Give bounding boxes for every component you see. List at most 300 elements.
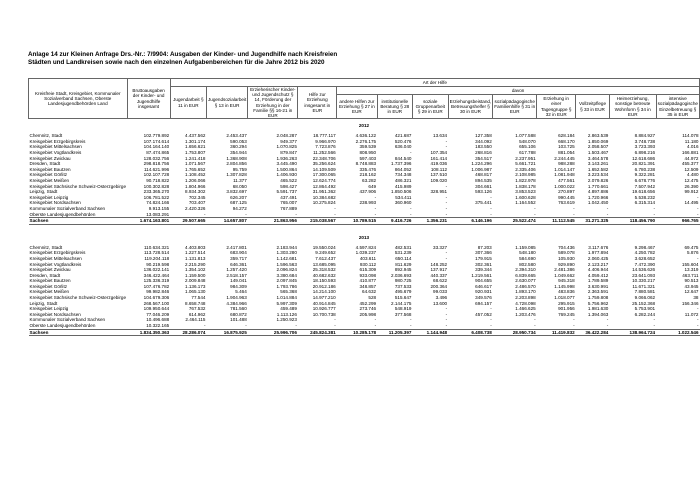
- col-header-hze-insgesamt: Hilfe zur Erziehung insgesamt in EUR: [298, 87, 337, 119]
- total-row: [29, 218, 700, 225]
- value-cell: 268.567.100: [143, 300, 170, 306]
- value-cell: 2.420.326: [185, 205, 206, 211]
- value-cell: 43.945: [684, 283, 699, 289]
- value-cell: 107.476.782: [143, 283, 170, 289]
- value-cell: 894.535: [475, 177, 492, 183]
- value-cell: 437.491: [280, 194, 297, 200]
- value-cell: 864.052: [394, 166, 412, 172]
- value-cell: 668.170: [558, 138, 575, 144]
- value-cell: 68.622: [433, 278, 448, 284]
- value-cell: 1.014.884: [276, 295, 297, 301]
- value-cell: 767.532: [188, 306, 206, 312]
- value-cell: 1.159.500: [185, 272, 206, 278]
- value-cell: 2.486.570: [515, 283, 536, 289]
- value-cell: 375.441: [475, 200, 492, 206]
- value-cell: 6.408.738: [448, 329, 493, 336]
- value-cell: 14.214.100: [312, 289, 336, 295]
- value-cell: -: [490, 317, 492, 323]
- value-cell: 1.770.661: [587, 183, 609, 189]
- value-cell: -: [445, 205, 448, 211]
- value-cell: 7.612.437: [315, 255, 336, 261]
- value-cell: -: [653, 205, 656, 211]
- value-cell: 245.824.381: [298, 329, 337, 336]
- value-cell: 1.596.563: [276, 261, 297, 267]
- value-cell: 3.380.684: [276, 272, 297, 278]
- value-cell: 1.018.077: [554, 295, 575, 301]
- value-cell: 8.884.927: [634, 133, 656, 139]
- value-cell: 10.322.165: [146, 323, 170, 329]
- value-cell: 1.503.467: [587, 150, 609, 155]
- col-header-jugendschutz: Erzieherischer Kinder- und Jugendschutz § 14, Förderung der Erziehung in der Familie §§ 16-21 in EUR: [248, 87, 298, 119]
- value-cell: -: [573, 205, 575, 211]
- value-cell: 980.725: [394, 278, 412, 284]
- value-cell: 1.406.930: [276, 172, 297, 178]
- value-cell: -: [534, 205, 536, 211]
- value-cell: 528: [368, 295, 377, 301]
- value-cell: 99.982.846: [146, 289, 170, 295]
- value-cell: 3.445.490: [276, 161, 297, 167]
- value-cell: 615.309: [359, 267, 377, 273]
- value-cell: 2.096.824: [276, 267, 297, 273]
- value-cell: -: [445, 323, 448, 329]
- value-cell: 1.720.966: [587, 194, 609, 200]
- value-cell: 1.144.948: [412, 329, 448, 336]
- title-line-1: Anlage 14 zur Kleinen Anfrage Drs.-Nr.: 7/9904: Ausgaben der Kinder- und Jugendhilfe nach Kreisfreien: [28, 51, 338, 58]
- value-cell: 25.318.532: [312, 267, 336, 273]
- value-cell: 17.300.065: [312, 172, 336, 178]
- value-cell: 28.286.074: [170, 329, 206, 336]
- value-cell: 410.877: [359, 278, 377, 284]
- value-cell: 1.356.231: [412, 218, 448, 225]
- value-cell: -: [409, 323, 412, 329]
- value-cell: 102.779.892: [143, 133, 170, 139]
- value-cell: -: [203, 323, 206, 329]
- value-cell: 19.550.024: [312, 244, 336, 250]
- value-cell: 11.252.566: [313, 150, 336, 155]
- value-cell: 215.038.567: [298, 218, 337, 225]
- value-cell: 359.539: [359, 144, 377, 150]
- value-cell: 99.912: [684, 189, 699, 195]
- value-cell: 12.647: [684, 289, 699, 295]
- value-cell: 11.377: [233, 177, 247, 183]
- value-cell: 8.934.302: [185, 189, 206, 195]
- value-cell: 945.318: [558, 278, 575, 284]
- value-cell: -: [696, 317, 699, 323]
- value-cell: 77.046.209: [146, 311, 170, 317]
- value-cell: 1.070.825: [276, 144, 297, 150]
- value-cell: 468.817: [475, 172, 492, 178]
- value-cell: -: [445, 311, 448, 317]
- value-cell: 2.060.425: [587, 255, 609, 261]
- value-cell: 811.629: [395, 261, 412, 267]
- value-cell: 270.897: [558, 189, 575, 195]
- value-cell: 419.036: [430, 161, 448, 167]
- value-cell: 5.661.721: [515, 161, 536, 167]
- value-cell: 77.544: [191, 295, 206, 301]
- value-cell: 2.079.826: [587, 177, 609, 183]
- value-cell: 11.671.321: [632, 283, 656, 289]
- value-cell: 149.041: [230, 278, 247, 284]
- value-cell: 1.765.652: [185, 166, 206, 172]
- value-cell: -: [696, 205, 699, 211]
- value-cell: 360.960: [394, 200, 412, 206]
- value-cell: -: [295, 323, 297, 329]
- value-cell: 440.337: [430, 272, 448, 278]
- value-cell: 1.893.170: [515, 289, 536, 295]
- value-cell: 21.863.956: [248, 218, 298, 225]
- value-cell: 879.847: [280, 150, 297, 155]
- value-cell: 205.998: [359, 311, 377, 317]
- value-cell: 14.109.509: [312, 166, 336, 172]
- value-cell: -: [490, 205, 492, 211]
- value-cell: 233.365.270: [143, 189, 170, 195]
- value-cell: 4.250.782: [634, 250, 656, 256]
- region-name: Kreisgebiet Erzgebirgskreis: [29, 250, 86, 256]
- value-cell: -: [534, 317, 536, 323]
- value-cell: 109.020: [430, 177, 448, 183]
- value-cell: 13.634: [433, 133, 448, 139]
- value-cell: 515.647: [394, 295, 412, 301]
- value-cell: 87.474.865: [146, 150, 170, 155]
- value-cell: 295.915: [558, 300, 575, 306]
- value-cell: 2.335.406: [515, 166, 536, 172]
- value-cell: 565.368: [280, 289, 297, 295]
- value-cell: -: [606, 317, 609, 323]
- value-cell: 304.661: [475, 183, 492, 189]
- value-cell: 3.223.534: [587, 172, 609, 178]
- value-cell: -: [534, 211, 536, 217]
- value-cell: 769.245: [558, 311, 575, 317]
- value-cell: -: [653, 317, 656, 323]
- value-cell: 268.816: [475, 150, 492, 155]
- region-name: Kommunaler Sozialverband Sachsen: [29, 317, 106, 323]
- value-cell: 2.215.290: [185, 261, 206, 267]
- value-cell: 2.363.591: [587, 289, 609, 295]
- value-cell: 377.568: [394, 311, 412, 317]
- value-cell: 459.489: [280, 306, 297, 312]
- value-cell: 3.630.991: [587, 283, 609, 289]
- value-cell: 1.081.948: [554, 172, 575, 178]
- value-cell: 2.863.539: [587, 133, 609, 139]
- value-cell: 2.009.848: [185, 278, 206, 284]
- value-cell: 346.422.464: [143, 272, 170, 278]
- value-cell: 40.914.845: [312, 300, 336, 306]
- value-cell: -: [445, 317, 448, 323]
- col-header-jugendarbeit: Jugendarbeit § 11 in EUR: [170, 87, 206, 119]
- value-cell: -: [573, 317, 575, 323]
- value-cell: 1.000.022: [554, 183, 575, 189]
- value-cell: 1.368.908: [226, 155, 247, 161]
- col-header-andere-hilfen: andere Hilfen zur Erziehung § 27 in EUR: [337, 95, 377, 119]
- value-cell: 137.917: [430, 267, 448, 273]
- value-cell: 844.540: [394, 155, 412, 161]
- value-cell: 531.239: [394, 250, 412, 256]
- value-cell: 1.301.174: [185, 138, 206, 144]
- value-cell: 166.881: [681, 150, 699, 155]
- value-cell: -: [409, 211, 412, 217]
- region-name: Leipzig, Stadt: [29, 189, 58, 195]
- value-cell: 1.065.130: [185, 289, 206, 295]
- value-cell: 3.748.738: [634, 138, 656, 144]
- value-cell: 7.880.581: [634, 289, 656, 295]
- value-cell: 10.384.682: [312, 194, 336, 200]
- value-cell: 437.906: [359, 189, 377, 195]
- value-cell: 4.597.824: [355, 244, 377, 250]
- value-cell: -: [334, 317, 336, 323]
- value-cell: 802.580: [519, 261, 536, 267]
- region-name: Kreisgebiet Sächsische Schweiz-Osterzgebirge: [29, 183, 127, 189]
- col-header-beratung: institutionelle Beratung § 28 in EUR: [377, 95, 412, 119]
- value-cell: 520.476: [394, 138, 412, 144]
- value-cell: 2.804.856: [226, 161, 247, 167]
- value-cell: -: [409, 205, 412, 211]
- value-cell: 1.203.476: [515, 311, 536, 317]
- value-cell: -: [606, 205, 609, 211]
- col-header-familienhilfe: sozialpädagogische Familienhilfe § 31 in EUR: [493, 95, 537, 119]
- value-cell: 1.113.126: [276, 311, 297, 317]
- region-name: Kreisgebiet Mittelsachsen: [29, 255, 82, 261]
- value-cell: 1.039.237: [355, 250, 377, 256]
- value-cell: 136.022.141: [143, 267, 170, 273]
- value-cell: 1.674.163.801: [127, 218, 170, 225]
- value-cell: 1.131.813: [185, 255, 206, 261]
- value-cell: -: [445, 200, 448, 206]
- region-name: Kreisgebiet Erzgebirgskreis: [29, 138, 86, 144]
- value-cell: 105.930: [558, 255, 575, 261]
- value-cell: 2.144.175: [391, 300, 412, 306]
- value-cell: 477.561: [558, 177, 575, 183]
- value-cell: 44.972: [684, 155, 699, 161]
- value-cell: 534.411: [395, 194, 412, 200]
- value-cell: 597.403: [359, 155, 377, 161]
- value-cell: -: [409, 317, 412, 323]
- art-header: Art der Hilfe: [170, 79, 699, 87]
- value-cell: 90.513: [684, 278, 699, 284]
- value-cell: -: [245, 323, 247, 329]
- value-cell: -: [606, 323, 609, 329]
- value-cell: 949.377: [280, 138, 297, 144]
- value-cell: -: [490, 194, 492, 200]
- value-cell: -: [445, 138, 448, 144]
- value-cell: 8.658.748: [185, 300, 206, 306]
- value-cell: 646.617: [475, 283, 492, 289]
- value-cell: 114.078: [682, 133, 699, 139]
- value-cell: 9.066.062: [634, 295, 656, 301]
- value-cell: 5.464: [235, 289, 247, 295]
- value-cell: 2.058.507: [587, 144, 609, 150]
- value-cell: -: [653, 211, 656, 217]
- region-name: Kreisgebiet Nordsachsen: [29, 311, 81, 317]
- value-cell: 128.032.756: [143, 155, 170, 161]
- value-cell: 90.219.598: [146, 261, 170, 267]
- value-cell: 1.257.420: [226, 267, 247, 273]
- value-cell: 103.725: [558, 144, 575, 150]
- year-label: 2013: [358, 234, 370, 240]
- value-cell: 200.364: [430, 283, 448, 289]
- value-cell: -: [490, 323, 492, 329]
- value-cell: 4.406.944: [587, 267, 609, 273]
- value-cell: 1.600.628: [515, 194, 536, 200]
- value-cell: 1.108.452: [185, 172, 206, 178]
- value-cell: 929.890: [558, 261, 575, 267]
- value-cell: 1.834.350.363: [127, 329, 170, 336]
- value-cell: 1.006.987: [471, 166, 492, 172]
- value-cell: 495.679: [394, 289, 412, 295]
- value-cell: 13.685.095: [312, 261, 336, 267]
- region-name: Kreisgebiet Bautzen: [29, 278, 71, 284]
- value-cell: 2.481.386: [554, 267, 575, 273]
- value-cell: -: [374, 317, 377, 323]
- value-cell: 10.789.515: [337, 218, 377, 225]
- region-name: Kreisgebiet Nordsachsen: [29, 200, 81, 206]
- value-cell: 1.466.625: [515, 306, 536, 312]
- value-cell: 335.476: [359, 166, 377, 172]
- value-cell: 104.164.140: [143, 144, 170, 150]
- value-cell: 5.753.901: [634, 306, 656, 312]
- value-cell: -: [409, 150, 412, 155]
- value-cell: 11.419.832: [537, 329, 576, 336]
- value-cell: 127.358: [475, 133, 492, 139]
- value-cell: -: [445, 255, 448, 261]
- value-cell: 31.951.362: [312, 189, 336, 195]
- value-cell: 2.630.077: [515, 278, 536, 284]
- value-cell: 14.977.210: [312, 295, 336, 301]
- value-cell: 1.850.506: [391, 189, 412, 195]
- value-cell: 107.174.614: [143, 138, 170, 144]
- value-cell: 737.533: [394, 283, 412, 289]
- value-cell: 1.753.807: [185, 150, 206, 155]
- value-cell: -: [696, 323, 699, 329]
- value-cell: 14.495: [684, 200, 699, 206]
- value-cell: 348.857: [359, 283, 377, 289]
- value-cell: 1.219.561: [471, 272, 492, 278]
- value-cell: 6.315.314: [634, 200, 656, 206]
- value-cell: 354.944: [230, 150, 247, 155]
- value-cell: 920.931: [475, 289, 492, 295]
- value-cell: 1.142.681: [276, 255, 297, 261]
- value-cell: 3.853.523: [515, 189, 536, 195]
- value-cell: 16.875.925: [206, 329, 247, 336]
- value-cell: 4.897.886: [587, 189, 609, 195]
- value-cell: 3.723.393: [634, 144, 656, 150]
- value-cell: 1.159.085: [515, 244, 536, 250]
- value-cell: -: [445, 250, 448, 256]
- value-cell: 2.518.157: [226, 272, 247, 278]
- value-cell: 1.904.963: [226, 295, 247, 301]
- value-cell: 990.445: [558, 194, 575, 200]
- title-line-2: Städten und Landkreisen sowie nach den einzelnen Aufgabenbereichen für die Jahre 2012 bis 2020: [28, 59, 325, 67]
- value-cell: 593.126: [475, 189, 492, 195]
- value-cell: 13.600: [433, 300, 448, 306]
- value-cell: 3.628.652: [634, 255, 656, 261]
- value-cell: 7.472.390: [634, 261, 656, 267]
- value-cell: 6.282.244: [634, 311, 656, 317]
- value-cell: 25.522.474: [493, 218, 537, 225]
- table-body: [29, 119, 700, 336]
- value-cell: 1.077.588: [515, 133, 536, 139]
- value-cell: 328.951: [430, 189, 448, 195]
- value-cell: 6.146.196: [448, 218, 493, 225]
- value-cell: -: [445, 211, 448, 217]
- value-cell: 349.576: [475, 295, 492, 301]
- value-cell: 10.496.688: [146, 317, 170, 323]
- region-name: Dresden, Stadt: [29, 161, 61, 167]
- value-cell: 1.793.786: [276, 283, 297, 289]
- value-cell: 95.759: [232, 166, 247, 172]
- col-header-vollzeitpflege: Vollzeitpflege § 33 in EUR: [576, 95, 610, 119]
- value-cell: -: [696, 255, 699, 261]
- value-cell: 2.394.310: [515, 267, 536, 273]
- value-cell: 767.889: [280, 205, 297, 211]
- value-cell: 1.049.662: [554, 272, 575, 278]
- value-cell: 1.981.630: [587, 306, 609, 312]
- value-cell: 13.083.291: [146, 211, 170, 217]
- value-cell: 3.832.697: [226, 189, 247, 195]
- region-name: Kreisgebiet Leipzig: [29, 194, 69, 200]
- value-cell: 23.641.093: [632, 272, 656, 278]
- value-cell: 5.538.232: [634, 194, 656, 200]
- year-row: [29, 119, 700, 134]
- value-cell: 2.183.944: [276, 244, 297, 250]
- value-cell: -: [334, 205, 336, 211]
- year-row: [29, 231, 700, 245]
- value-cell: 179.915: [475, 255, 492, 261]
- value-cell: 765.007: [280, 200, 297, 206]
- value-cell: 35.256.624: [312, 161, 336, 167]
- value-cell: 548.919: [394, 306, 412, 312]
- region-header: Kreisfreie Stadt, Kreisgebiet, Kommunaler Sozialverband Sachsen, Oberste Landesjugendbehörden Land: [29, 79, 128, 119]
- region-name: Kommunaler Sozialverband Sachsen: [29, 205, 106, 211]
- region-name: Kreisgebiet Sächsische Schweiz-Osterzgebirge: [29, 295, 127, 301]
- value-cell: 655.106: [519, 144, 536, 150]
- value-cell: 465.522: [280, 177, 297, 183]
- region-name: Chemnitz, Stadt: [29, 133, 63, 139]
- value-cell: 2.203.898: [515, 295, 536, 301]
- value-cell: 1.145.998: [554, 283, 575, 289]
- value-cell: 25.996.706: [248, 329, 298, 336]
- value-cell: -: [696, 211, 699, 217]
- value-cell: -: [374, 205, 377, 211]
- value-cell: -: [696, 306, 699, 312]
- value-cell: 9.966.970: [315, 138, 336, 144]
- value-cell: 100.302.828: [143, 183, 170, 189]
- value-cell: 650.114: [395, 255, 412, 261]
- value-cell: 6.839.665: [515, 272, 536, 278]
- value-cell: 1.164.552: [515, 200, 536, 206]
- value-cell: 455.377: [681, 161, 699, 167]
- value-cell: 1.838.178: [515, 183, 536, 189]
- value-cell: 1.307.828: [226, 172, 247, 178]
- value-cell: 11.180: [684, 138, 699, 144]
- value-cell: 25.152.368: [632, 300, 656, 306]
- value-cell: 155.604: [681, 261, 699, 267]
- value-cell: -: [374, 323, 377, 329]
- value-cell: 704.436: [558, 244, 575, 250]
- value-cell: -: [374, 211, 377, 217]
- value-cell: 161.414: [430, 155, 448, 161]
- document-title: [28, 51, 678, 68]
- value-cell: 646.361: [230, 261, 247, 267]
- value-cell: -: [295, 211, 297, 217]
- value-cell: 687.125: [230, 200, 247, 206]
- value-cell: 614.962: [188, 311, 206, 317]
- value-cell: 10.275.824: [312, 200, 336, 206]
- value-cell: 64.632: [362, 289, 377, 295]
- region-name: Kreisgebiet Mittelsachsen: [29, 144, 82, 150]
- value-cell: 339.344: [475, 267, 492, 273]
- value-cell: 7.507.942: [634, 183, 656, 189]
- value-cell: 3.117.676: [588, 244, 609, 250]
